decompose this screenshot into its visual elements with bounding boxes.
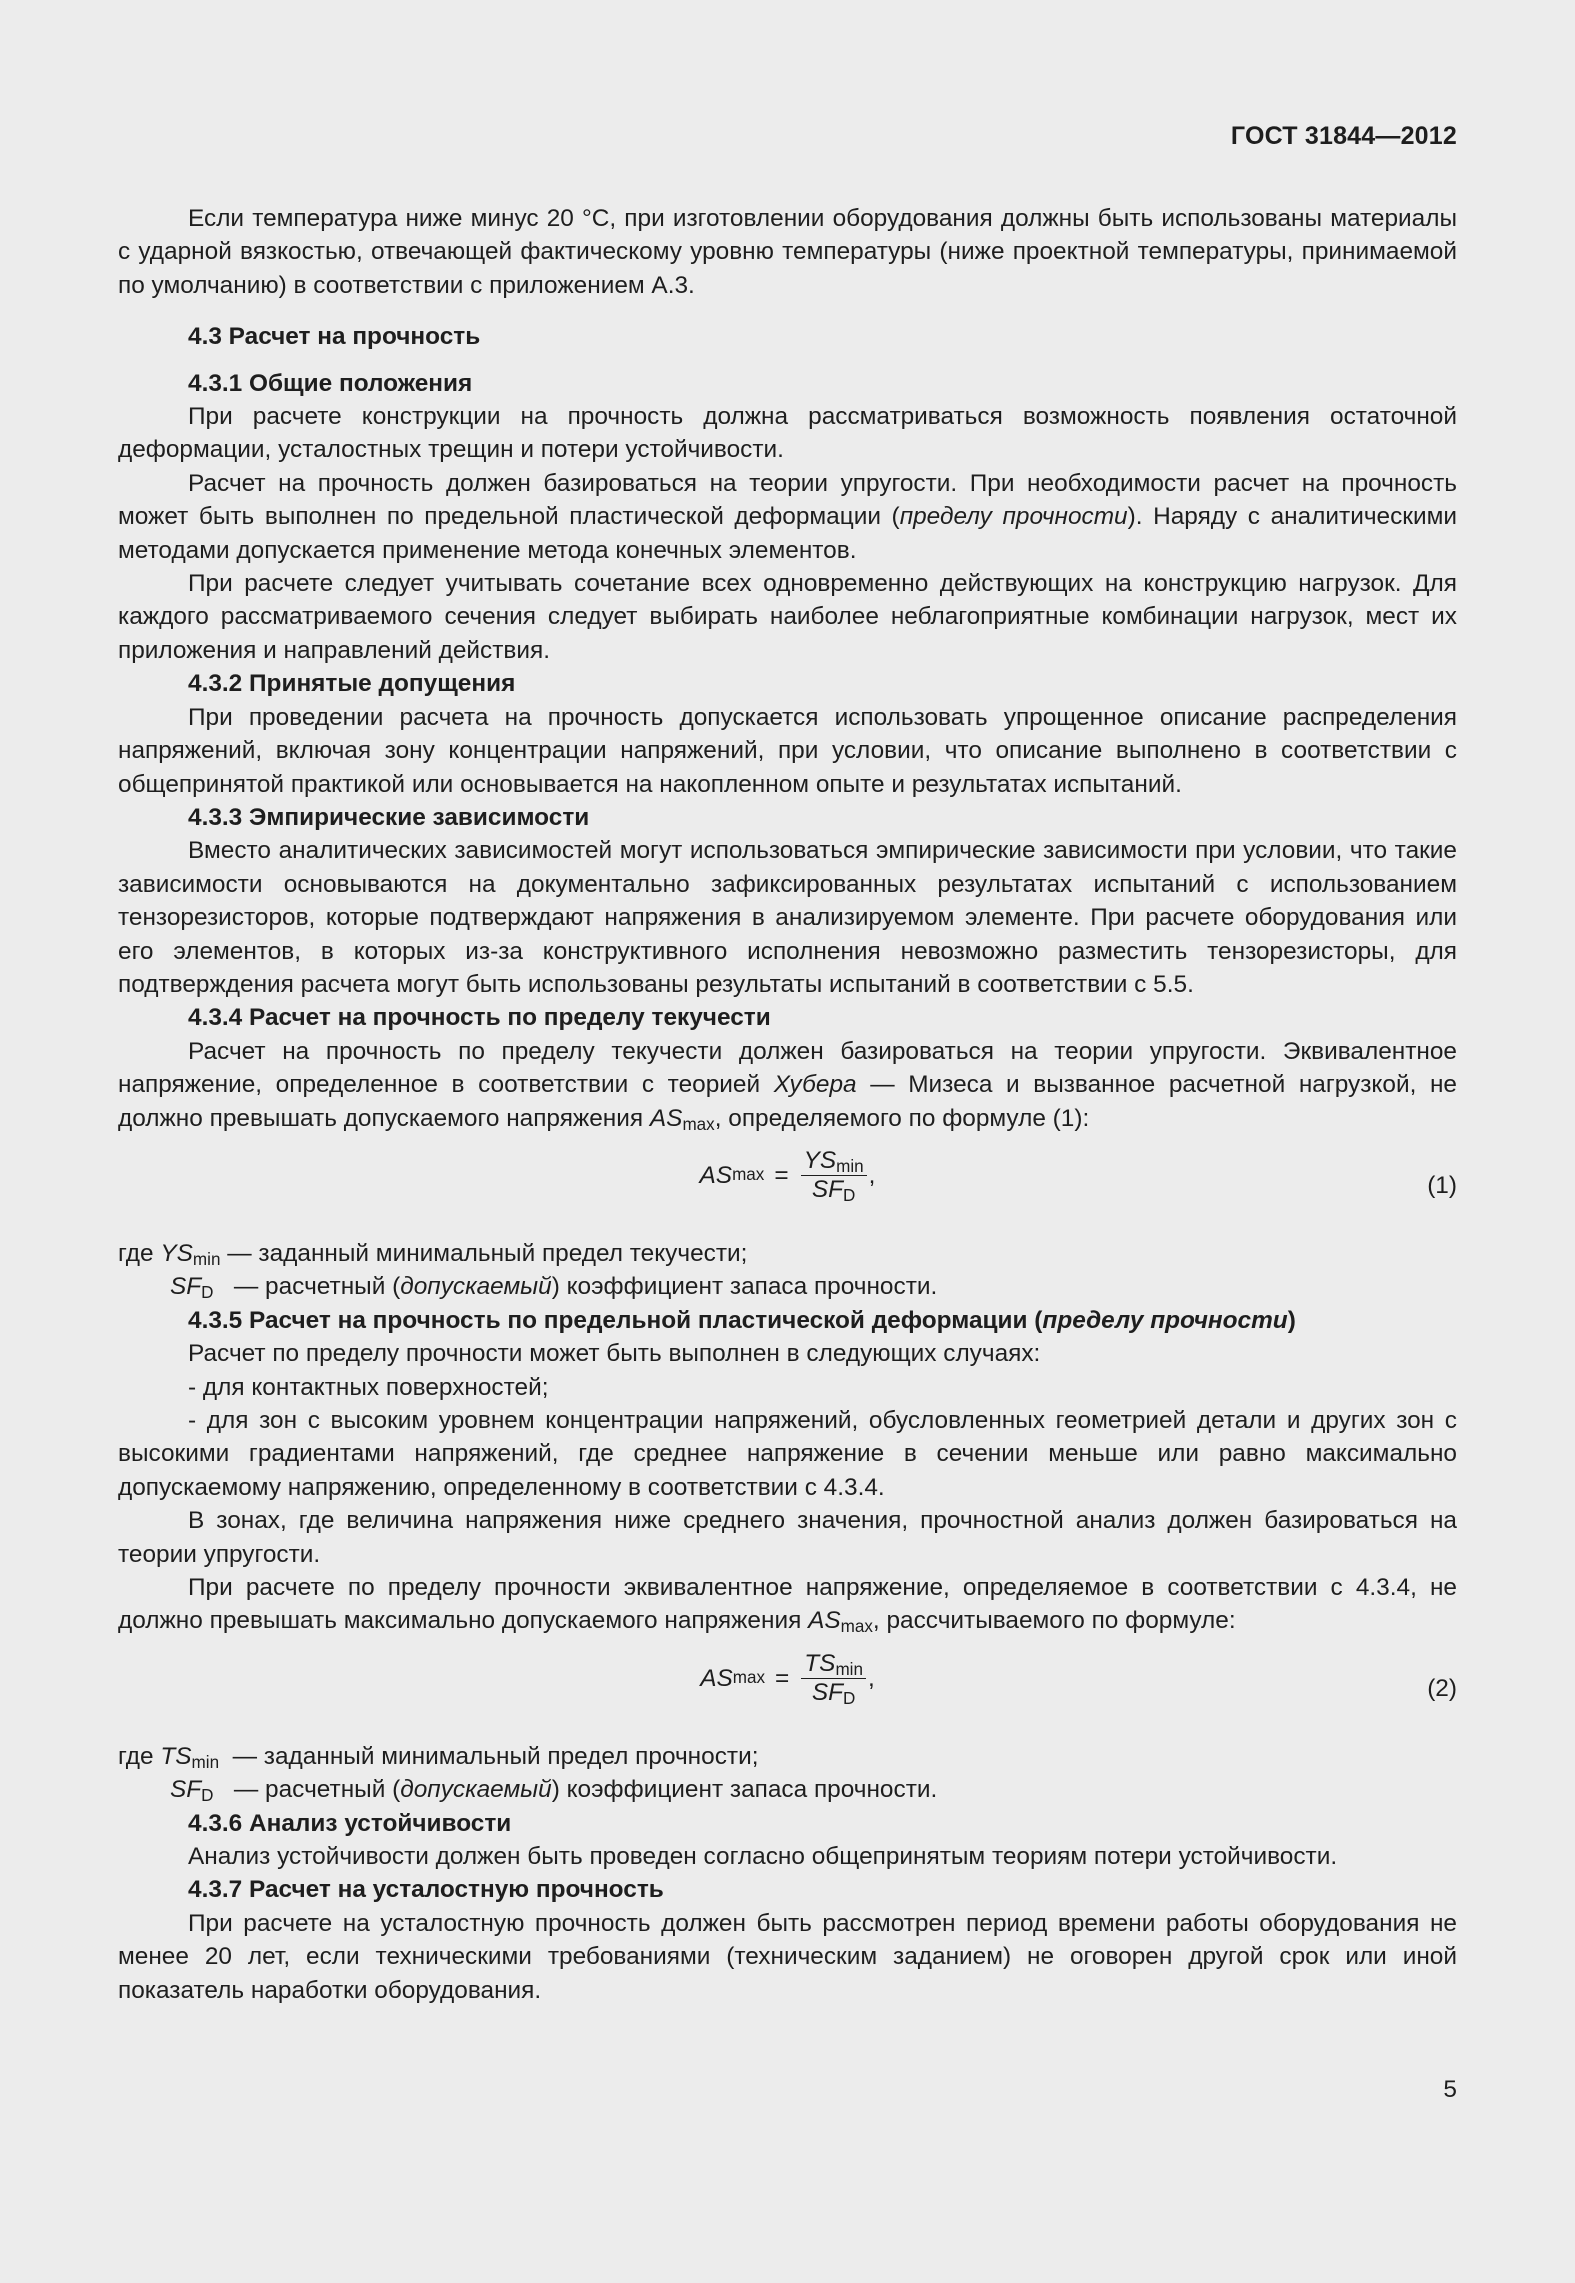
variable: YS [160,1239,193,1267]
denominator [809,1176,859,1204]
variable: TS [804,1649,836,1677]
text-run: Расчет на прочность по пределу текучести должен базироваться на теории упругости. Эквивалентное напряжение, определенное в соответствии с теорией [118,1037,1457,1099]
text-run: , рассчитываемого по формуле: [872,1607,1236,1635]
page-number: 5 [1443,2076,1457,2103]
subscript: min [192,1249,221,1269]
paragraph-4-3-1-c: При расчете следует учитывать сочетание всех одновременно действующих на конструкцию нагрузок. Для каждого рассматриваемого сечения следует выбирать наиболее неблагоприятные комбинации нагрузок, мест их приложения и направлений действия. [118,570,1457,664]
definition-sfd [118,1270,1457,1303]
text-run: — расчетный ( [213,1273,401,1301]
text-run: — заданный минимальный предел текучести; [220,1239,748,1267]
italic-run: пределу прочности [899,503,1128,531]
variable: SF [170,1776,202,1804]
paragraph-4-3-5-c [118,1571,1457,1638]
text-run: ) коэффициент запаса прочности. [551,1273,938,1301]
formula-expression [118,1147,1457,1204]
italic-run: Хубера [773,1071,857,1099]
list-item-2: - для зон с высоким уровнем концентрации напряжений, обусловленных геометрией детали и других зон с высокими градиентами напряжений, где среднее напряжение в сечении меньше или равно максимально допускаемому напряжению, определенному в соответствии с 4.3.4. [118,1407,1457,1501]
heading-4-3: 4.3 Расчет на прочность [188,323,481,351]
document-id: ГОСТ 31844—2012 [1230,122,1457,150]
variable: AS [808,1607,841,1635]
equals-sign: = [774,1161,789,1189]
text-run: 4.3.5 Расчет на прочность по предельной пластической деформации ( [188,1306,1043,1334]
variable: TS [160,1742,192,1770]
variable: AS [649,1104,683,1132]
variable: SF [170,1273,202,1301]
subscript: min [835,1659,863,1679]
formula-lhs: AS [700,1664,733,1692]
variable: SF [811,1678,844,1706]
paragraph-4-3-7: При расчете на усталостную прочность должен быть рассмотрен период времени работы оборудования не менее 20 лет, если техническими требованиями (техническим заданием) не оговорен другой срок или иной показатель наработки оборудования. [118,1909,1457,2004]
formula-inner: AS max = $\frac{YS_{min}}{SF_D}$ , [699,1146,876,1205]
text-run: где [118,1239,161,1267]
definition-sfd-2 [118,1773,1457,1806]
paragraph-4-3-5-b: В зонах, где величина напряжения ниже среднего значения, прочностной анализ должен базироваться на теории упругости. [118,1507,1457,1568]
formula-number: (1) [1427,1171,1457,1199]
equals-sign: = [775,1664,790,1692]
numerator [801,1650,866,1679]
text-run: ) коэффициент запаса прочности. [551,1776,938,1804]
subscript: D [201,1786,214,1806]
formula-expression [118,1650,1457,1707]
heading-4-3-4: 4.3.4 Расчет на прочность по пределу текучести [188,1004,771,1032]
heading-4-3-1: 4.3.1 Общие положения [188,369,473,397]
fraction [801,1147,867,1204]
italic-run: допускаемый [400,1273,552,1301]
heading-4-3-7: 4.3.7 Расчет на усталостную прочность [188,1876,664,1904]
heading-4-3-5 [118,1304,1457,1337]
paragraph-4-3-2: При проведении расчета на прочность допускается использовать упрощенное описание распределения напряжений, включая зону концентрации напряжений, при условии, что описание выполнено в соответствии с общепринятой практикой или основывается на накопленном опыте и результатах испытаний. [118,703,1457,798]
paragraph-4-3-5-a: Расчет по пределу прочности может быть выполнен в следующих случаях: [188,1340,1041,1368]
heading-4-3-6: 4.3.6 Анализ устойчивости [188,1809,512,1837]
subscript: D [201,1283,214,1303]
list-item-1: - для контактных поверхностей; [188,1373,549,1401]
text-run: — заданный минимальный предел прочности; [219,1742,759,1770]
text-run: ) [1287,1306,1296,1334]
intro-paragraph: Если температура ниже минус 20 °С, при изготовлении оборудования должны быть использованы материалы с ударной вязкостью, отвечающей фактическому уровню температуры (ниже проектной температуры, принимаемой по умолчанию) в соответствии с приложением А.3. [118,205,1457,299]
definition-tsmin [118,1740,1457,1773]
subscript: D [843,1185,856,1205]
text-run: ). Наряду с аналитическими методами допускается применение метода конечных элементов. [118,503,1457,564]
subscript: max [840,1617,873,1637]
text-run: Расчет на прочность должен базироваться на теории упругости. При необходимости расчет на прочность может быть выполнен по предельной пластической деформации ( [118,469,1457,531]
formula-1 [118,1147,1457,1227]
text-run: где [118,1742,161,1770]
variable: SF [811,1175,844,1203]
formula-number: (2) [1427,1674,1457,1702]
text-run: , определяемого по формуле (1): [714,1104,1090,1132]
definition-ysmin [118,1237,1457,1270]
variable: YS [803,1146,837,1174]
subscript: D [843,1688,856,1708]
subscript: max [682,1114,715,1134]
fraction [801,1650,866,1707]
formula-comma: , [868,1161,876,1189]
heading-4-3-2: 4.3.2 Принятые допущения [188,670,516,698]
denominator [809,1679,859,1707]
text-run: — расчетный ( [213,1776,401,1804]
subscript: min [191,1752,220,1772]
text-run: — Мизеса и вызванное расчетной нагрузкой, не должно превышать допускаемого напряжения [118,1071,1457,1132]
italic-run: допускаемый [400,1776,552,1804]
numerator [801,1147,867,1176]
formula-inner: AS max = $\frac{TS_{min}}{SF_D}$ , [700,1649,875,1708]
paragraph-4-3-4 [118,1035,1457,1135]
paragraph-4-3-1-a: При расчете конструкции на прочность должна рассматриваться возможность появления остаточной деформации, усталостных трещин и потери устойчивости. [118,403,1457,464]
formula-2 [118,1650,1457,1730]
paragraph-4-3-3: Вместо аналитических зависимостей могут использоваться эмпирические зависимости при условии, что такие зависимости основываются на документально зафиксированных результатах испытаний с использованием тензорезисторов, которые подтверждают напряжения в анализируемом элементе. При расчете оборудования или его элементов, в которых из-за конструктивного исполнения невозможно разместить тензорезисторы, для подтверждения расчета могут быть использованы результаты испытаний в соответствии с 5.5. [118,837,1457,998]
paragraph-4-3-1-b [118,467,1457,567]
formula-lhs: AS [699,1161,733,1189]
subscript: min [836,1156,864,1176]
italic-run: пределу прочности [1042,1306,1288,1334]
text-run: При расчете по пределу прочности эквивалентное напряжение, определяемое в соответствии с 4.3.4, не должно превышать максимально допускаемого напряжения [118,1574,1457,1635]
heading-4-3-3: 4.3.3 Эмпирические зависимости [188,803,590,831]
document-body [118,202,1457,2007]
paragraph-4-3-6: Анализ устойчивости должен быть проведен согласно общепринятым теориям потери устойчивости. [188,1843,1338,1871]
formula-comma: , [867,1664,875,1692]
